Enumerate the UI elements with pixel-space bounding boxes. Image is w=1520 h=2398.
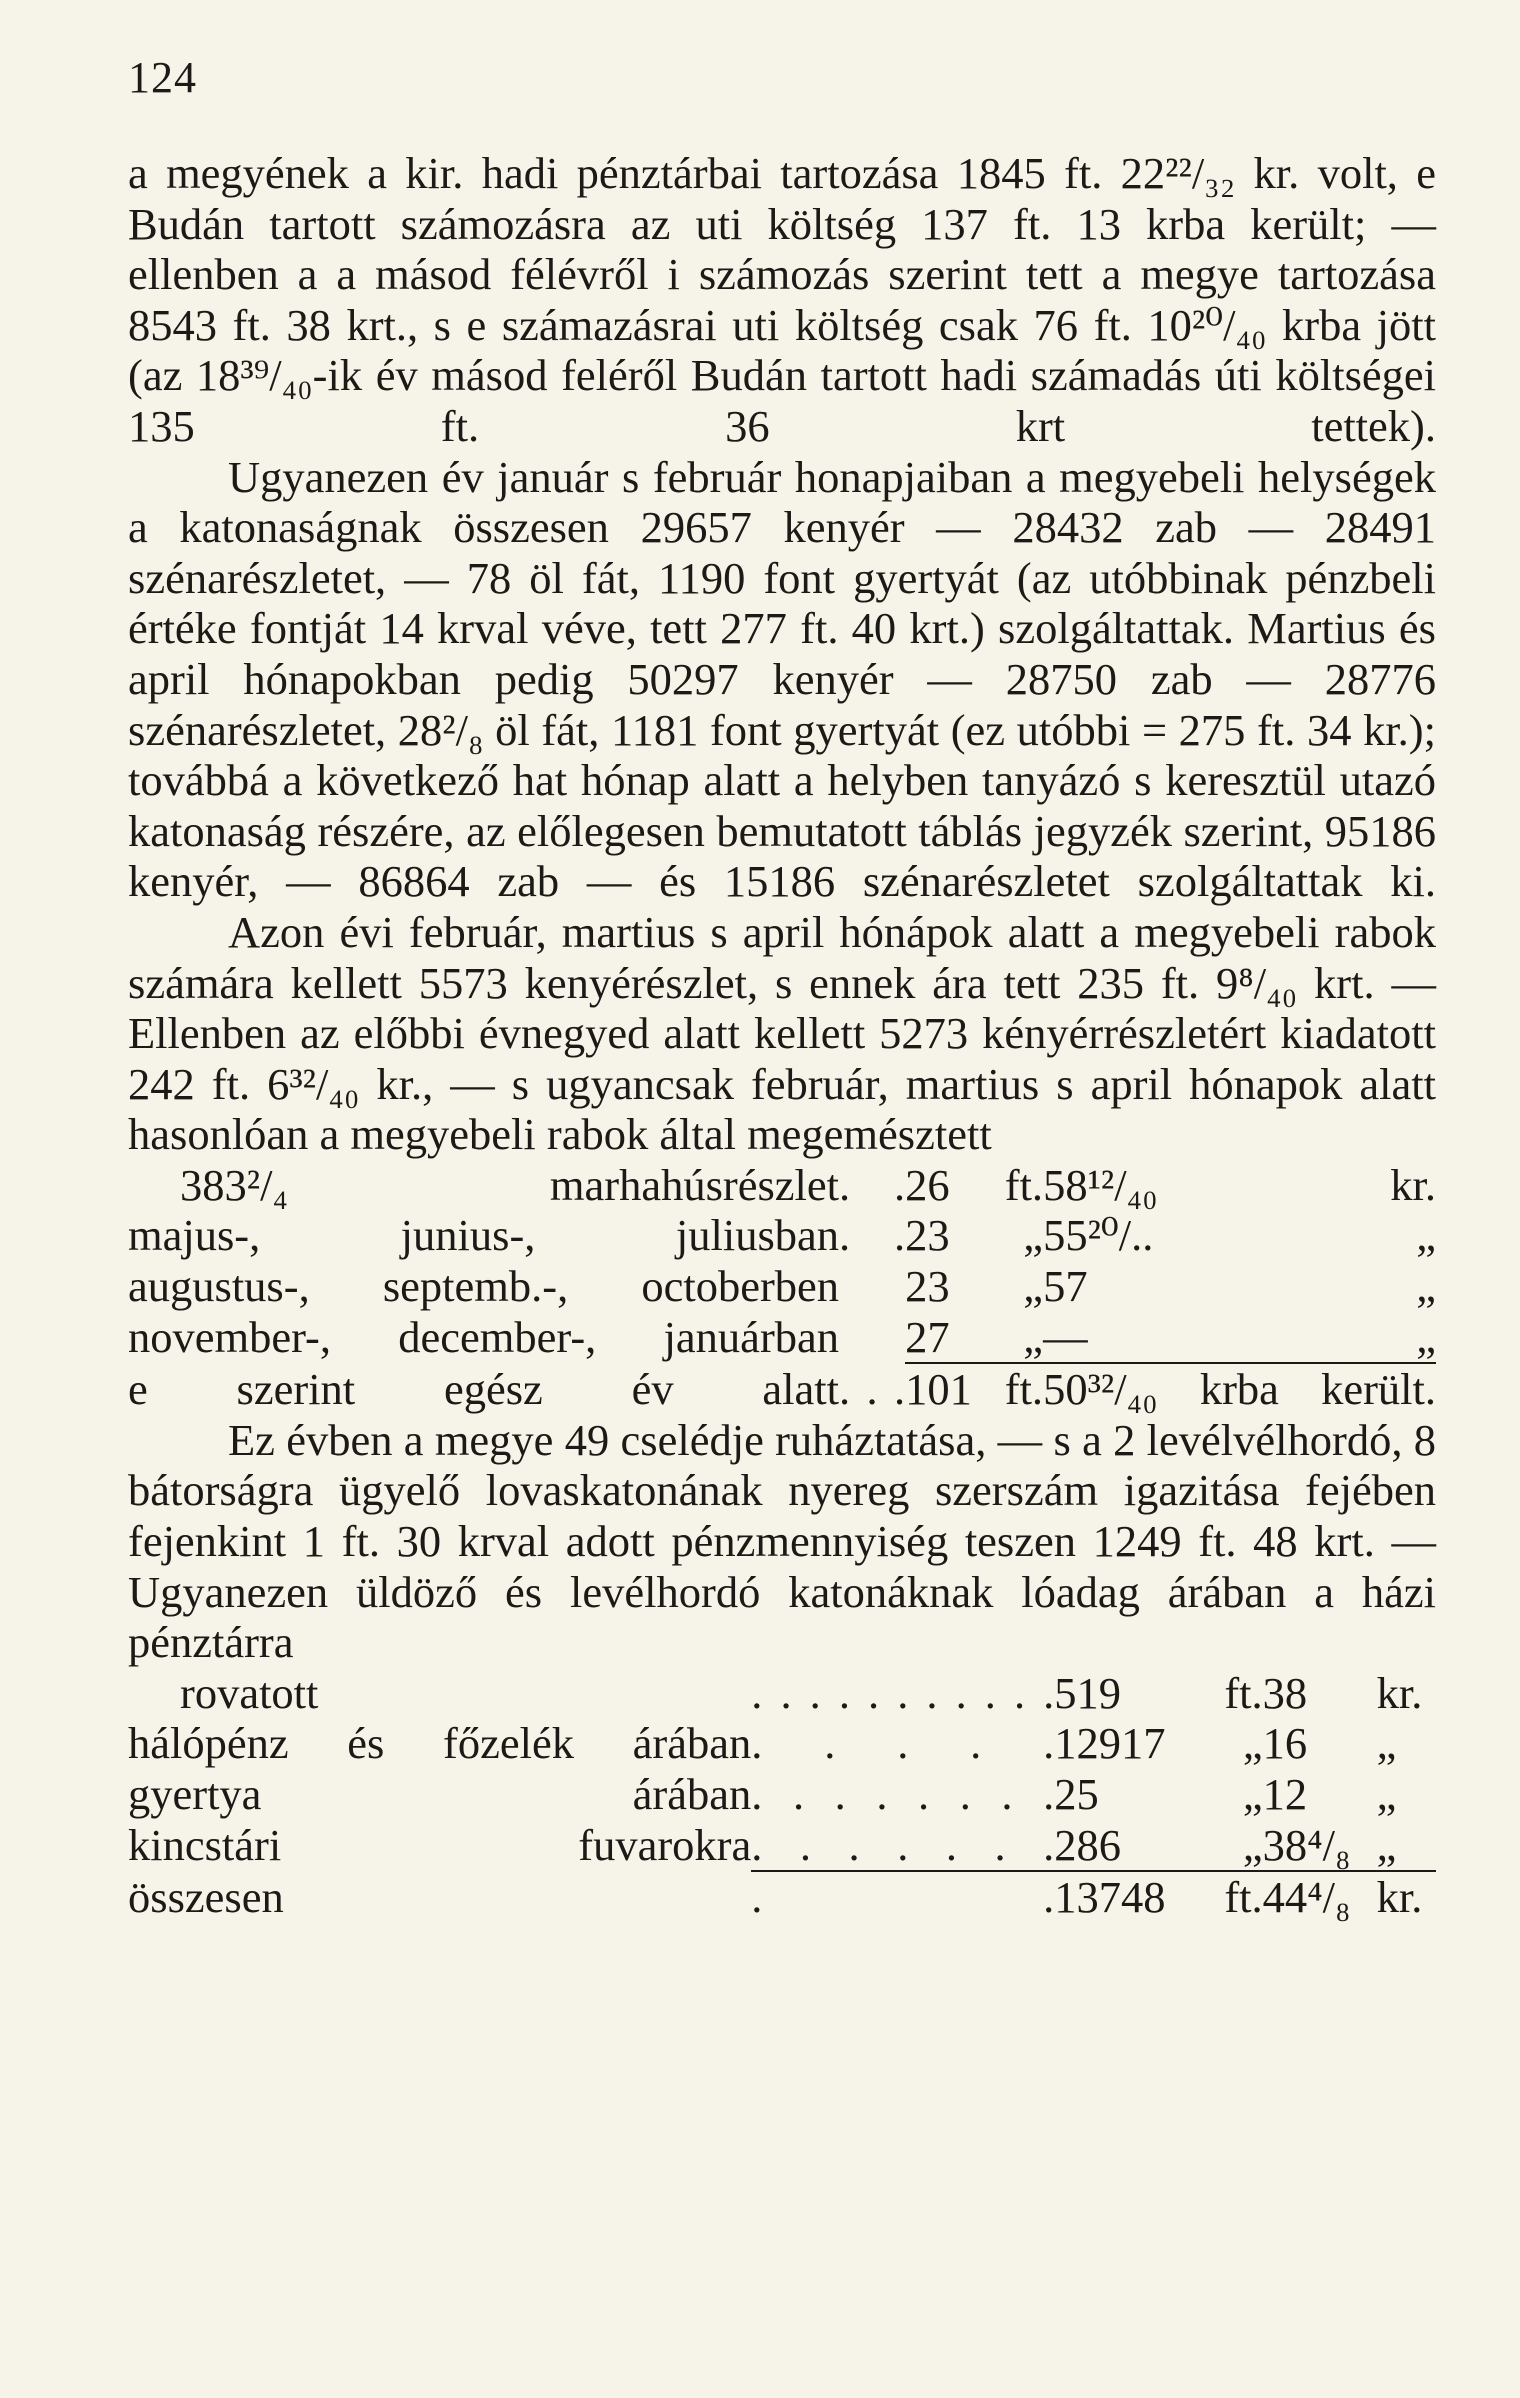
row-description: kincstári fuvarokra — [128, 1820, 752, 1871]
table-row — [128, 1668, 1436, 1719]
row-leaders: . . — [839, 1210, 906, 1261]
row-ft: 23 „ — [905, 1210, 1044, 1261]
row-kr: 12 — [1262, 1769, 1308, 1819]
table-row — [128, 1820, 1436, 1872]
total-description: összesen — [128, 1871, 284, 1922]
total-description: e szerint egész év alatt — [128, 1363, 840, 1414]
page-number: 124 — [128, 53, 197, 102]
row-leaders: . . — [839, 1159, 906, 1210]
row-leaders: . . . . . . . . . . . — [751, 1667, 1055, 1718]
paragraph-4: Ez évben a megye 49 cselédje ruháztatása, — s a 2 levélvélhordó, 8 bátorságra ügyelő lovaskatonának nyereg szerszám igazitása fejében fejenkint 1 ft. 30 krval adott pénzmennyiség teszen 1249 ft. 48 krt. — Ugyanezen üldöző és levélhordó katonáknak lóadag árában a házi pénztárra — [128, 1414, 1436, 1668]
paragraph-3: Azon évi február, martius s april hónápok alatt a megyebeli rabok számára kellett 5573 kenyérészlet, s ennek ára tett 235 ft. 9⁸/₄₀ krt. — Ellenben az előbbi évnegyed alatt kellett 5273 kényérrészletért kiadatott 242 ft. 6³²/₄₀ kr., — s ugyancsak február, martius s april hónapok alatt hasonlóan a megyebeli rabok által megemésztett — [128, 906, 1436, 1160]
row-kr: 38 — [1262, 1667, 1308, 1718]
row-unit: „ — [1376, 1718, 1397, 1769]
row-ft: 23 „ — [905, 1261, 1044, 1312]
table-row — [128, 1160, 1436, 1211]
row-leaders — [839, 1261, 905, 1312]
row-ft: 286 „ — [1054, 1819, 1263, 1870]
row-kr: — „ — [1043, 1311, 1436, 1362]
row-unit: „ — [1376, 1769, 1397, 1819]
row-kr: 16 — [1262, 1718, 1308, 1769]
row-description: november-, december-, januárban — [128, 1312, 840, 1363]
row-description: gyertya árában — [128, 1769, 752, 1819]
row-description: hálópénz és főzelék árában — [128, 1718, 752, 1769]
row-kr: 57 „ — [1043, 1261, 1436, 1312]
row-leaders: . . . . . . . . — [751, 1769, 1055, 1819]
row-ft: 25 „ — [1054, 1769, 1263, 1819]
total-kr: 50³²/₄₀ krba került. — [1043, 1364, 1436, 1415]
row-ft: 519 ft. — [1054, 1667, 1263, 1718]
total-kr: 44⁴/₈ — [1263, 1871, 1377, 1923]
total-leaders: . . . — [839, 1363, 906, 1414]
paragraph-1: a megyének a kir. hadi pénztárbai tartozása 1845 ft. 22²²/₃₂ kr. volt, e Budán tartott számozásra az uti költség 137 ft. 13 krba került; — ellenben a a másod félévről i számozás szerint tett a megye tartozása 8543 ft. 38 krt., s e számazásrai uti költség csak 76 ft. 10²⁰/₄₀ krba jött (az 18³⁹/₄₀-ik év másod feléről Budán tartott hadi számadás úti költségei 135 ft. 36 krt tettek). — [128, 148, 1436, 451]
table-row — [128, 1261, 1436, 1312]
total-unit: kr. — [1377, 1871, 1436, 1923]
row-description: rovatott — [180, 1667, 319, 1718]
row-kr: 55²⁰/.. „ — [1043, 1210, 1436, 1261]
row-ft: 12917 „ — [1054, 1718, 1263, 1769]
row-ft: 26 ft. — [905, 1159, 1044, 1210]
row-description: 383²/₄ marhahúsrészlet — [180, 1159, 840, 1210]
row-ft: 27 „ — [905, 1311, 1044, 1362]
row-unit: „ — [1376, 1819, 1397, 1870]
row-unit: kr. — [1376, 1667, 1423, 1718]
row-description: augustus-, septemb.-, octoberben — [128, 1261, 840, 1312]
total-ft: 101 ft. — [905, 1364, 1044, 1415]
total-row — [128, 1871, 1436, 1923]
table-row — [128, 1769, 1436, 1820]
row-leaders: . . . . . — [751, 1718, 1055, 1769]
row-leaders — [839, 1312, 905, 1364]
row-description: majus-, junius-, juliusban — [128, 1210, 840, 1261]
row-leaders: . . . . . . . — [751, 1819, 1055, 1870]
total-row — [128, 1363, 1436, 1415]
body-text — [128, 148, 1436, 1923]
meat-consumption-table — [128, 1160, 1436, 1415]
total-leaders: . . — [751, 1872, 1055, 1923]
table-row — [128, 1718, 1436, 1769]
fodder-cost-table — [128, 1668, 1436, 1923]
paragraph-2: Ugyanezen év január s február honapjaiban a megyebeli helységek a katonaságnak összesen 29657 kenyér — 28432 zab — 28491 szénarészletet, — 78 öl fát, 1190 font gyertyát (az utóbbinak pénzbeli értéke fontját 14 krval véve, tett 277 ft. 40 krt.) szolgáltattak. Martius és april hónapokban pedig 50297 kenyér — 28750 zab — 28776 szénarészletet, 28²/₈ öl fát, 1181 font gyertyát (ez utóbbi = 275 ft. 34 kr.); továbbá a következő hat hónap alatt a helyben tanyázó s keresztül utazó katonaság részére, az előlegesen bemutatott táblás jegyzék szerint, 95186 kenyér, — 86864 zab — és 15186 szénarészletet szolgáltattak ki. — [128, 451, 1436, 907]
row-kr: 38⁴/₈ — [1262, 1819, 1351, 1870]
total-ft: 13748 ft. — [1054, 1872, 1263, 1923]
table-row — [128, 1210, 1436, 1261]
table-row — [128, 1312, 1436, 1364]
row-kr: 58¹²/₄₀ kr. — [1043, 1159, 1436, 1210]
